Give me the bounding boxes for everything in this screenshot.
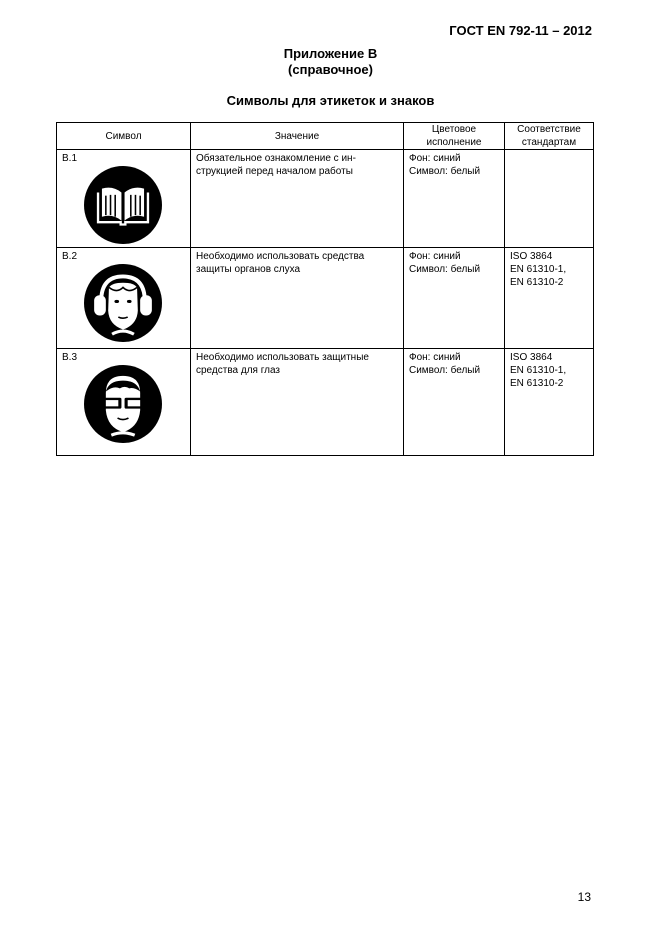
standards-cell xyxy=(505,349,594,456)
color-symbol: Символ: белый xyxy=(409,166,481,177)
table-header-row xyxy=(57,123,594,150)
standard-item: EN 61310-1, xyxy=(510,365,567,376)
meaning-cell: Необходимо использовать средства защиты органов слуха xyxy=(191,248,404,349)
color-cell xyxy=(404,150,505,248)
color-symbol: Символ: белый xyxy=(409,365,481,376)
meaning-cell: Необходимо использовать защитные средства для глаз xyxy=(191,349,404,456)
standard-item: ISO 3864 xyxy=(510,251,553,262)
column-header-color: Цветовое исполнение xyxy=(404,123,505,150)
eye-protection-icon xyxy=(84,365,162,443)
table-row xyxy=(57,248,594,349)
row-number: В.1 xyxy=(62,153,78,164)
document-code: ГОСТ EN 792-11 – 2012 xyxy=(449,23,592,38)
table-row xyxy=(57,150,594,248)
column-header-symbol: Символ xyxy=(57,123,191,150)
standard-item: EN 61310-2 xyxy=(510,277,564,288)
ear-protection-icon xyxy=(84,264,162,342)
standard-item: ISO 3864 xyxy=(510,352,553,363)
column-header-standards: Соответствие стандартам xyxy=(505,123,594,150)
standards-cell xyxy=(505,150,594,248)
standard-item: EN 61310-1, xyxy=(510,264,567,275)
meaning-cell: Обязательное ознакомление с ин-струкцией перед началом работы xyxy=(191,150,404,248)
color-cell xyxy=(404,248,505,349)
appendix-subtitle: (справочное) xyxy=(288,62,373,77)
color-cell xyxy=(404,349,505,456)
symbols-table xyxy=(56,122,594,456)
symbol-cell xyxy=(57,150,191,248)
color-symbol: Символ: белый xyxy=(409,264,481,275)
color-background: Фон: синий xyxy=(409,153,461,164)
row-number: В.2 xyxy=(62,251,78,262)
color-background: Фон: синий xyxy=(409,251,461,262)
column-header-meaning: Значение xyxy=(191,123,404,150)
symbol-cell xyxy=(57,248,191,349)
symbol-cell xyxy=(57,349,191,456)
page-number: 13 xyxy=(577,890,591,904)
appendix-title: Приложение В xyxy=(283,46,378,61)
book-icon xyxy=(84,166,162,244)
row-number: В.3 xyxy=(62,352,78,363)
standard-item: EN 61310-2 xyxy=(510,378,564,389)
color-background: Фон: синий xyxy=(409,352,461,363)
table-row xyxy=(57,349,594,456)
standards-cell xyxy=(505,248,594,349)
appendix-heading xyxy=(0,46,661,78)
section-title: Символы для этикеток и знаков xyxy=(226,93,435,108)
